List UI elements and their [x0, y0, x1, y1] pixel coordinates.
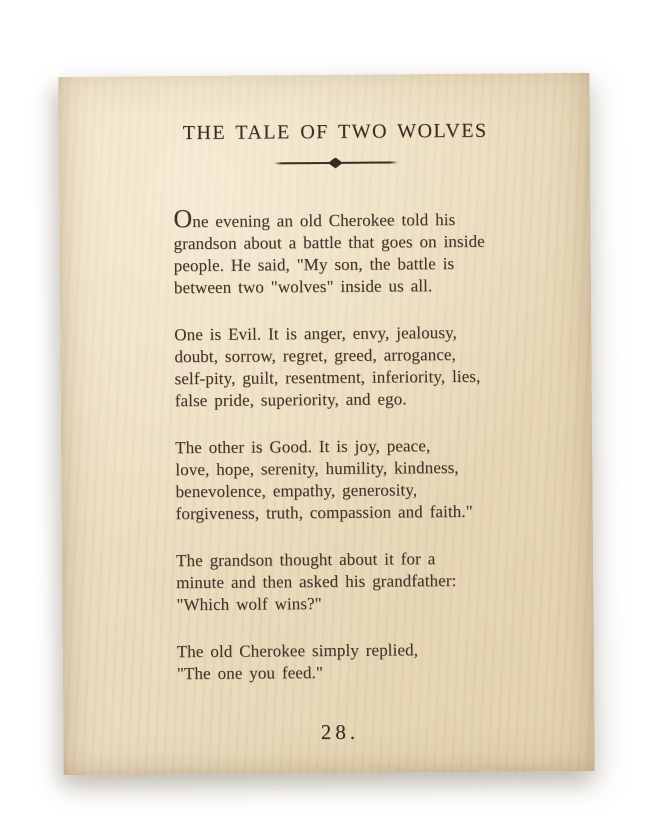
diamond-divider: [273, 156, 397, 169]
paragraph: [177, 639, 502, 686]
text-line: The grandson thought about it for a: [175, 549, 436, 571]
paragraph: [175, 435, 501, 526]
text-line: "The one you feed.": [176, 663, 324, 684]
book-page: [58, 73, 594, 775]
page-title: THE TALE OF TWO WOLVES: [182, 119, 488, 145]
diamond-icon: [328, 157, 343, 168]
paragraph: [173, 206, 499, 300]
initial-capital: O: [173, 204, 193, 234]
text-line: people. He said, "My son, the battle is: [173, 253, 455, 276]
text-line: love, hope, serenity, humility, kindness,: [175, 457, 459, 480]
text-line: One evening an old Cherokee told his: [173, 204, 456, 234]
paragraph: [174, 322, 500, 413]
text-line: The other is Good. It is joy, peace,: [175, 436, 431, 458]
text-line: "Which wolf wins?": [176, 594, 322, 615]
paragraph: [176, 548, 502, 617]
text-line: self-pity, guilt, resentment, inferiority, lies,: [174, 366, 481, 389]
story-paragraphs: [173, 206, 502, 686]
divider-rule-left: [273, 162, 329, 164]
text-line: grandson about a battle that goes on inside: [173, 231, 485, 254]
text-line: minute and then asked his grandfather:: [176, 570, 457, 593]
text-line: The old Cherokee simply replied,: [176, 640, 419, 662]
text-line: One is Evil. It is anger, envy, jealousy,: [174, 322, 458, 345]
text-line: between two "wolves" inside us all.: [173, 276, 433, 298]
divider-rule-right: [342, 161, 398, 163]
text-line: benevolence, empathy, generosity,: [175, 480, 418, 502]
text-line: forgiveness, truth, compassion and faith.": [175, 501, 473, 524]
text-line: false pride, superiority, and ego.: [174, 389, 407, 411]
text-line: doubt, sorrow, regret, greed, arrogance,: [174, 344, 457, 367]
page-number: 28.: [320, 719, 360, 745]
